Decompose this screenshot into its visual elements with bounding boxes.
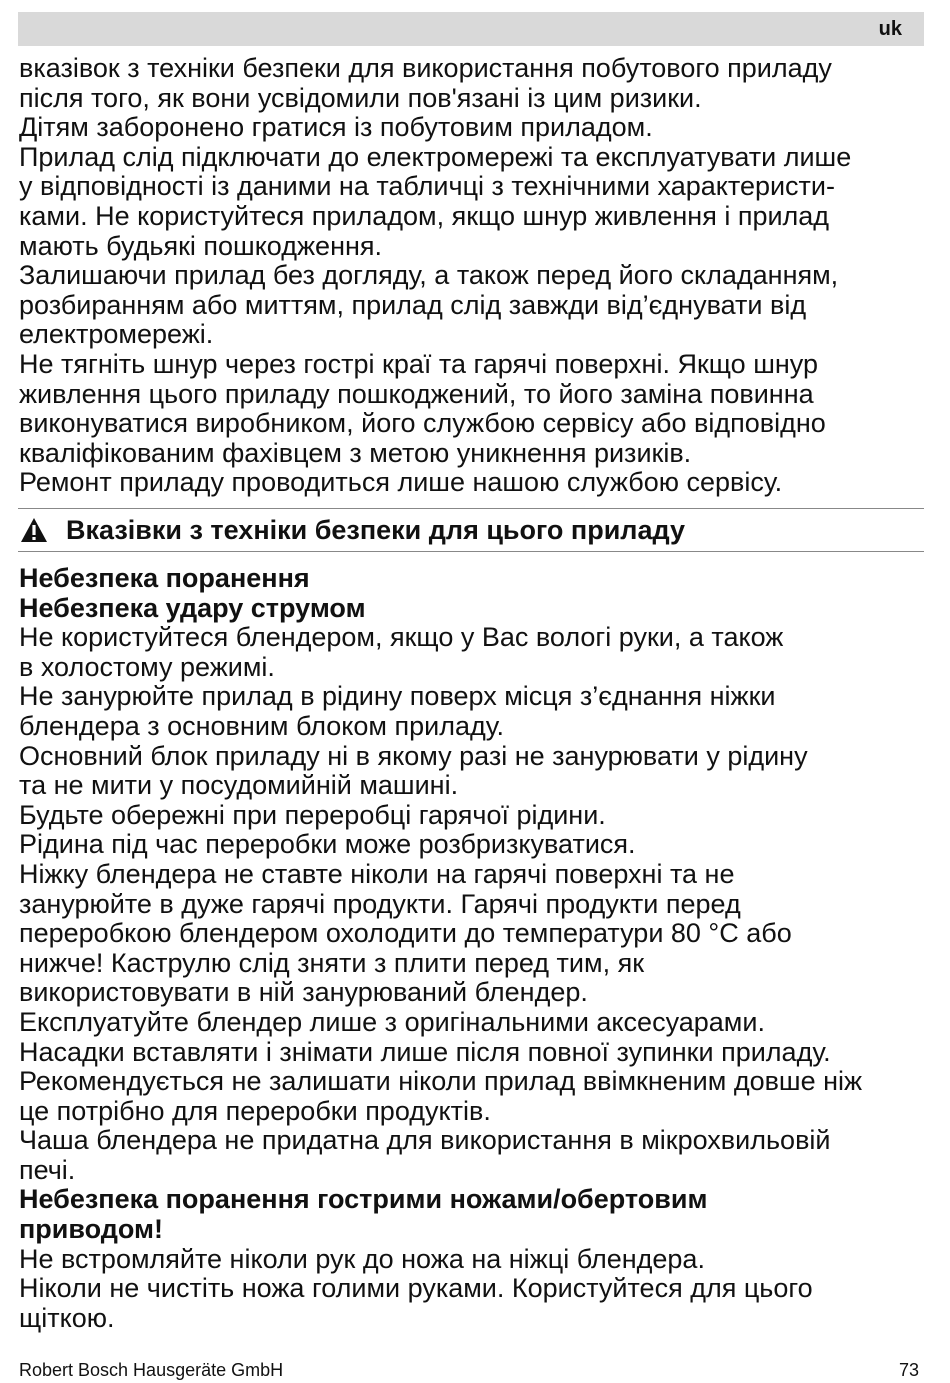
safety-paragraph: Не користуйтеся блендером, якщо у Вас вологі руки, а також в холостому режимі.	[19, 622, 784, 682]
safety-paragraph: Рекомендується не залишати ніколи прилад ввімкненим довше ніж це потрібно для переробки продуктів.	[19, 1066, 863, 1126]
intro-paragraph: Залишаючи прилад без догляду, а також перед його складанням, розбиранням або миттям, прилад слід завжди від’єднувати від електромережі.	[19, 260, 839, 350]
intro-paragraph: Ремонт приладу проводиться лише нашою службою сервісу.	[19, 467, 783, 498]
heading-electric-shock: Небезпека удару струмом	[19, 592, 366, 623]
safety-paragraph: Будьте обережні при переробці гарячої рідини.	[19, 799, 606, 830]
section-title: Вказівки з техніки безпеки для цього приладу	[66, 514, 685, 545]
heading-injury: Небезпека поранення	[19, 563, 310, 593]
page-footer	[19, 1360, 919, 1381]
safety-text	[19, 564, 925, 1333]
safety-paragraph: Ніколи не чистіть ножа голими руками. Користуйтеся для цього щіткою.	[19, 1273, 813, 1333]
footer-company: Robert Bosch Hausgeräte GmbH	[19, 1360, 284, 1380]
safety-paragraph: Основний блок приладу ні в якому разі не занурювати у рідину та не мити у посудомийній машині.	[19, 740, 808, 801]
header-bar	[18, 12, 924, 46]
safety-paragraph: Не занурюйте прилад в рідину поверх місця з’єднання ніжки блендера з основним блоком приладу.	[19, 681, 776, 741]
safety-paragraph: Рідина під час переробки може розбризкуватися.	[19, 829, 636, 860]
intro-text	[19, 54, 925, 498]
safety-paragraph: Експлуатуйте блендер лише з оригінальними аксесуарами.	[19, 1006, 765, 1037]
language-code: uk	[878, 18, 902, 40]
intro-paragraph: Дітям заборонено гратися із побутовим приладом.	[19, 112, 653, 143]
safety-paragraph: Не встромляйте ніколи рук до ножа на ніжці блендера.	[19, 1243, 705, 1274]
safety-paragraph: Ніжку блендера не ставте ніколи на гарячі поверхні та не занурюйте в дуже гарячі продукти. Гарячі продукти перед переробкою блендером охолодити до температури 80 °C або нижче! Каструлю слід зняти з плити перед тим, як використовувати в ній занурюваний блендер.	[19, 858, 792, 1008]
safety-paragraph: Чаша блендера не придатна для використання в мікрохвильовій печі.	[19, 1125, 831, 1185]
intro-paragraph: Прилад слід підключати до електромережі та експлуатувати лише у відповідності із даними на табличці з технічними характеристи- ками. Не користуйтеся приладом, якщо шнур живлення і прилад мають будьякі пошкодження.	[19, 141, 852, 261]
heading-sharp-blades: Небезпека поранення гострими ножами/обертовим приводом!	[19, 1184, 708, 1245]
intro-paragraph: вказівок з техніки безпеки для використання побутового приладу після того, як вони усвідомили пов'язані із цим ризики.	[19, 53, 832, 113]
safety-paragraph: Насадки вставляти і знімати лише після повної зупинки приладу.	[19, 1036, 831, 1067]
warning-triangle-icon	[20, 517, 48, 543]
page-number: 73	[898, 1360, 919, 1380]
section-header	[18, 508, 924, 552]
intro-paragraph: Не тягніть шнур через гострі краї та гарячі поверхні. Якщо шнур живлення цього приладу пошкоджений, то його заміна повинна виконуватися виробником, його службою сервісу або відповідно кваліфікованим фахівцем з метою уникнення ризиків.	[19, 348, 826, 468]
